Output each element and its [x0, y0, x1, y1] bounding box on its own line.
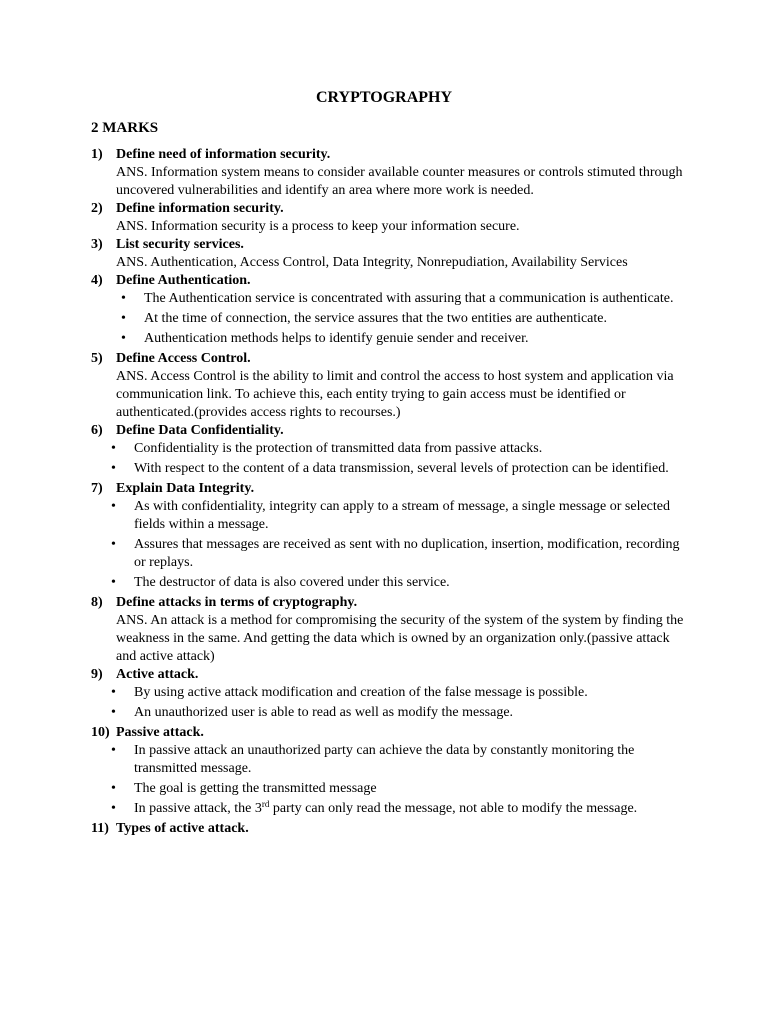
answer-text: ANS. An attack is a method for compromising the security of the system of the system by finding the weakness in the same. And getting the data which is owned by an organization only.(passive attack and active attack): [116, 613, 684, 664]
question-heading: Define Authentication.: [116, 273, 251, 288]
question-list: [91, 146, 691, 838]
question-4: [91, 272, 691, 348]
bullet-item: • By using active attack modification and creation of the false message is possible.: [91, 684, 691, 702]
bullet-list: [116, 498, 691, 592]
bullet-list: [116, 742, 691, 818]
answer-text: ANS. Information security is a process to keep your information secure.: [116, 219, 520, 234]
bullet-item: • The Authentication service is concentrated with assuring that a communication is authenticate.: [91, 290, 691, 308]
question-11: [91, 820, 691, 838]
question-heading: Define Access Control.: [116, 351, 251, 366]
question-8: [91, 594, 691, 666]
question-number: 5): [91, 351, 103, 366]
bullet-item: • The destructor of data is also covered under this service.: [91, 574, 691, 592]
question-heading: Define attacks in terms of cryptography.: [116, 595, 358, 610]
question-heading: Define need of information security.: [116, 147, 331, 162]
bullet-list: [116, 684, 691, 722]
question-number: 1): [91, 147, 103, 162]
bullet-item: • Confidentiality is the protection of transmitted data from passive attacks.: [91, 440, 691, 458]
bullet-item: • As with confidentiality, integrity can apply to a stream of message, a single message or selected fields within a message.: [91, 498, 691, 534]
bullet-text-end: party can only read the message, not able to modify the message.: [269, 801, 638, 816]
question-number: 10): [91, 725, 110, 740]
question-heading: Explain Data Integrity.: [116, 481, 255, 496]
question-5: [91, 350, 691, 422]
question-heading: Active attack.: [116, 667, 199, 682]
question-number: 2): [91, 201, 103, 216]
bullet-item: • Assures that messages are received as sent with no duplication, insertion, modification, recording or replays.: [91, 536, 691, 572]
question-number: 3): [91, 237, 103, 252]
question-6: [91, 422, 691, 478]
question-number: 11): [91, 821, 109, 836]
question-heading: Define information security.: [116, 201, 284, 216]
bullet-item: • An unauthorized user is able to read as well as modify the message.: [91, 704, 691, 722]
bullet-list: [116, 440, 691, 478]
bullet-item: • In passive attack an unauthorized party can achieve the data by constantly monitoring the transmitted message.: [91, 742, 691, 778]
bullet-text-start: In passive attack, the 3: [134, 801, 262, 816]
question-heading: Passive attack.: [116, 725, 204, 740]
question-number: 4): [91, 273, 103, 288]
question-1: [91, 146, 691, 200]
question-number: 9): [91, 667, 103, 682]
answer-text: ANS. Access Control is the ability to limit and control the access to host system and application via communication link. To achieve this, each entity trying to gain access must be identified or authenticated.(provides access rights to recourses.): [116, 369, 674, 420]
question-7: [91, 480, 691, 592]
question-9: [91, 666, 691, 722]
question-10: [91, 724, 691, 818]
question-heading: Define Data Confidentiality.: [116, 423, 284, 438]
section-heading: 2 MARKS: [91, 120, 159, 136]
bullet-item: • At the time of connection, the service assures that the two entities are authenticate.: [91, 310, 691, 328]
question-3: [91, 236, 691, 272]
answer-text: ANS. Authentication, Access Control, Data Integrity, Nonrepudiation, Availability Services: [116, 255, 628, 270]
bullet-item: • With respect to the content of a data transmission, several levels of protection can be identified.: [91, 460, 691, 478]
question-2: [91, 200, 691, 236]
answer-text: ANS. Information system means to consider available counter measures or controls stimuted through uncovered vulnerabilities and identify an area where more work is needed.: [116, 165, 683, 198]
bullet-item: • The goal is getting the transmitted message: [91, 780, 691, 798]
ordinal-superscript: rd: [261, 799, 270, 809]
bullet-item: [91, 800, 691, 818]
bullet-item: • Authentication methods helps to identify genuie sender and receiver.: [91, 330, 691, 348]
question-heading: List security services.: [116, 237, 244, 252]
page-title: CRYPTOGRAPHY: [315, 89, 453, 106]
question-number: 7): [91, 481, 103, 496]
question-number: 8): [91, 595, 103, 610]
bullet-list: [116, 290, 691, 348]
question-number: 6): [91, 423, 103, 438]
question-heading: Types of active attack.: [116, 821, 249, 836]
